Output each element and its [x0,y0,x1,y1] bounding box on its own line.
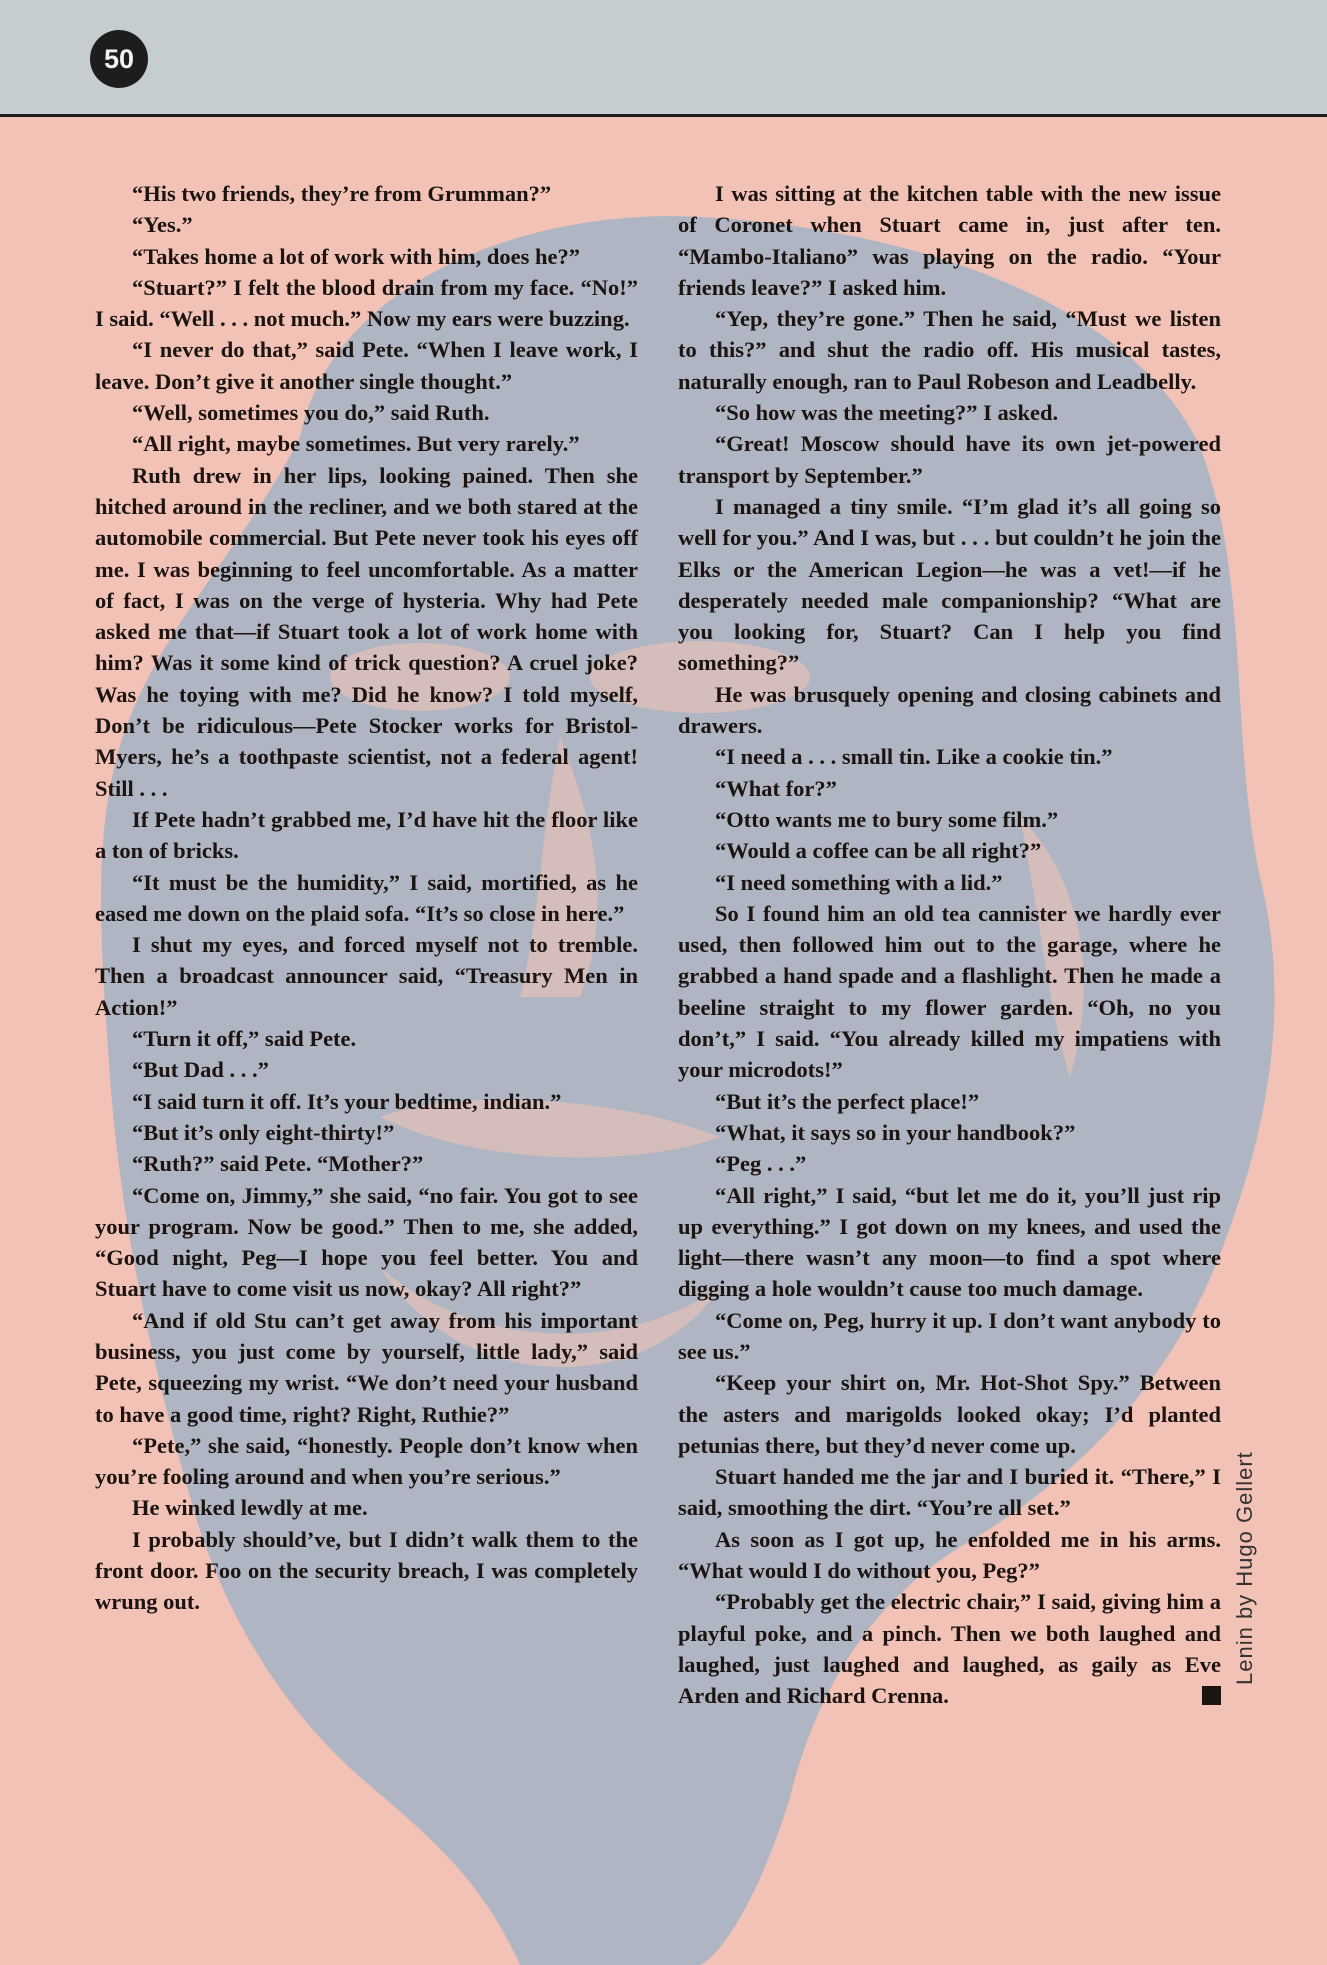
paragraph: I managed a tiny smile. “I’m glad it’s all going so well for you.” And I was, but . . . but couldn’t he join the Elks or the American Legion—he was a vet!—if he desperately needed male companionship? “What are you looking for, Stuart? Can I help you find something?” [678,493,1221,676]
paragraph: “Ruth?” said Pete. “Mother?” [132,1151,424,1177]
paragraph: As soon as I got up, he enfolded me in his arms. “What would I do without you, Peg?” [678,1526,1221,1584]
illustration-credit: Lenin by Hugo Gellert [1232,1451,1257,1685]
paragraph: “Keep your shirt on, Mr. Hot-Shot Spy.” Between the asters and marigolds looked okay; I’d planted petunias there, but they’d never come up. [678,1370,1221,1458]
paragraph: I probably should’ve, but I didn’t walk them to the front door. Foo on the security breach, I was completely wrung out. [95,1526,638,1615]
paragraph: Ruth drew in her lips, looking pained. Then she hitched around in the recliner, and we both stared at the automobile commercial. But Pete never took his eyes off me. I was beginning to feel uncomfortable. As a matter of fact, I was on the verge of hysteria. Why had Pete asked me that—if Stuart took a lot of work home with him? Was it some kind of trick question? A cruel joke? Was he toying with me? Did he know? I told myself, Don’t be ridiculous—Pete Stocker works for Bristol-Myers, he’s a toothpaste scientist, not a federal agent! Still . . . [95,462,638,801]
paragraph: “But it’s only eight-thirty!” [132,1119,395,1145]
paragraph: I shut my eyes, and forced myself not to tremble. Then a broadcast announcer said, “Treasury Men in Action!” [95,932,638,1020]
right-column [678,178,1221,1712]
paragraph: “Great! Moscow should have its own jet-powered transport by September.” [678,431,1221,488]
paragraph: “His two friends, they’re from Grumman?” [132,181,552,206]
paragraph: Stuart handed me the jar and I buried it. “There,” I said, smoothing the dirt. “You’re all set.” [678,1464,1221,1521]
paragraph: “I never do that,” said Pete. “When I leave work, I leave. Don’t give it another single thought.” [95,337,638,394]
paragraph: “But it’s the perfect place!” [715,1088,980,1114]
page-number: 50 [90,30,148,88]
paragraph: “Would a coffee can be all right?” [715,838,1042,864]
header-band [0,0,1327,114]
paragraph: “I need something with a lid.” [715,869,1003,895]
paragraph: “So how was the meeting?” I asked. [715,400,1059,426]
paragraph: “Takes home a lot of work with him, does he?” [132,243,580,269]
paragraph: “Peg . . .” [715,1151,807,1177]
paragraph: “Stuart?” I felt the blood drain from my face. “No!” I said. “Well . . . not much.” Now my ears were buzzing. [95,274,638,332]
paragraph: “Come on, Peg, hurry it up. I don’t want anybody to see us.” [678,1307,1221,1364]
paragraph: “Otto wants me to bury some film.” [715,806,1059,832]
paragraph: “It must be the humidity,” I said, mortified, as he eased me down on the plaid sofa. “It’s so close in here.” [95,869,638,926]
paragraph: I was sitting at the kitchen table with the new issue of Coronet when Stuart came in, just after ten. “Mambo-Italiano” was playing on the radio. “Your friends leave?” I asked him. [678,181,1221,300]
paragraph: “What for?” [715,775,837,801]
left-column [95,178,638,1618]
paragraph: If Pete hadn’t grabbed me, I’d have hit the floor like a ton of bricks. [95,806,638,864]
paragraph: “And if old Stu can’t get away from his important business, you just come by yourself, little lady,” said Pete, squeezing my wrist. “We don’t need your husband to have a good time, right? Right, Ruthie?” [95,1307,638,1427]
paragraph: “All right,” I said, “but let me do it, you’ll just rip up everything.” I got down on my knees, and used the light—there wasn’t any moon—to find a spot where digging a hole wouldn’t cause too much damage. [678,1182,1221,1302]
paragraph: “I said turn it off. It’s your bedtime, indian.” [132,1088,562,1114]
paragraph: “Yep, they’re gone.” Then he said, “Must we listen to this?” and shut the radio off. His musical tastes, naturally enough, ran to Paul Robeson and Leadbelly. [678,306,1221,394]
paragraph: “What, it says so in your handbook?” [715,1119,1076,1145]
paragraph: “Turn it off,” said Pete. [132,1026,357,1052]
paragraph: “Probably get the electric chair,” I said, giving him a playful poke, and a pinch. Then we both laughed and laughed, just laughed and laughed, as gaily as Eve Arden and Richard Crenna. [678,1589,1221,1709]
paragraph: “Pete,” she said, “honestly. People don’t know when you’re fooling around and when you’re serious.” [95,1432,638,1490]
paragraph: “Well, sometimes you do,” said Ruth. [132,400,490,426]
paragraph: He winked lewdly at me. [132,1495,368,1521]
end-of-story-square-icon [1202,1686,1221,1705]
paragraph: So I found him an old tea cannister we hardly ever used, then followed him out to the garage, where he grabbed a hand spade and a flashlight. Then he made a beeline straight to my flower garden. “Oh, no you don’t,” I said. “You already killed my impatiens with your microdots!” [678,900,1221,1083]
paragraph: “I need a . . . small tin. Like a cookie tin.” [715,744,1113,770]
paragraph: “All right, maybe sometimes. But very rarely.” [132,431,580,457]
paragraph: “But Dad . . .” [132,1057,269,1083]
paragraph: “Come on, Jimmy,” she said, “no fair. You got to see your program. Now be good.” Then to me, she added, “Good night, Peg—I hope you feel better. You and Stuart have to come visit us now, okay? All right?” [95,1182,638,1302]
paragraph: He was brusquely opening and closing cabinets and drawers. [678,681,1221,739]
paragraph: “Yes.” [132,212,193,238]
